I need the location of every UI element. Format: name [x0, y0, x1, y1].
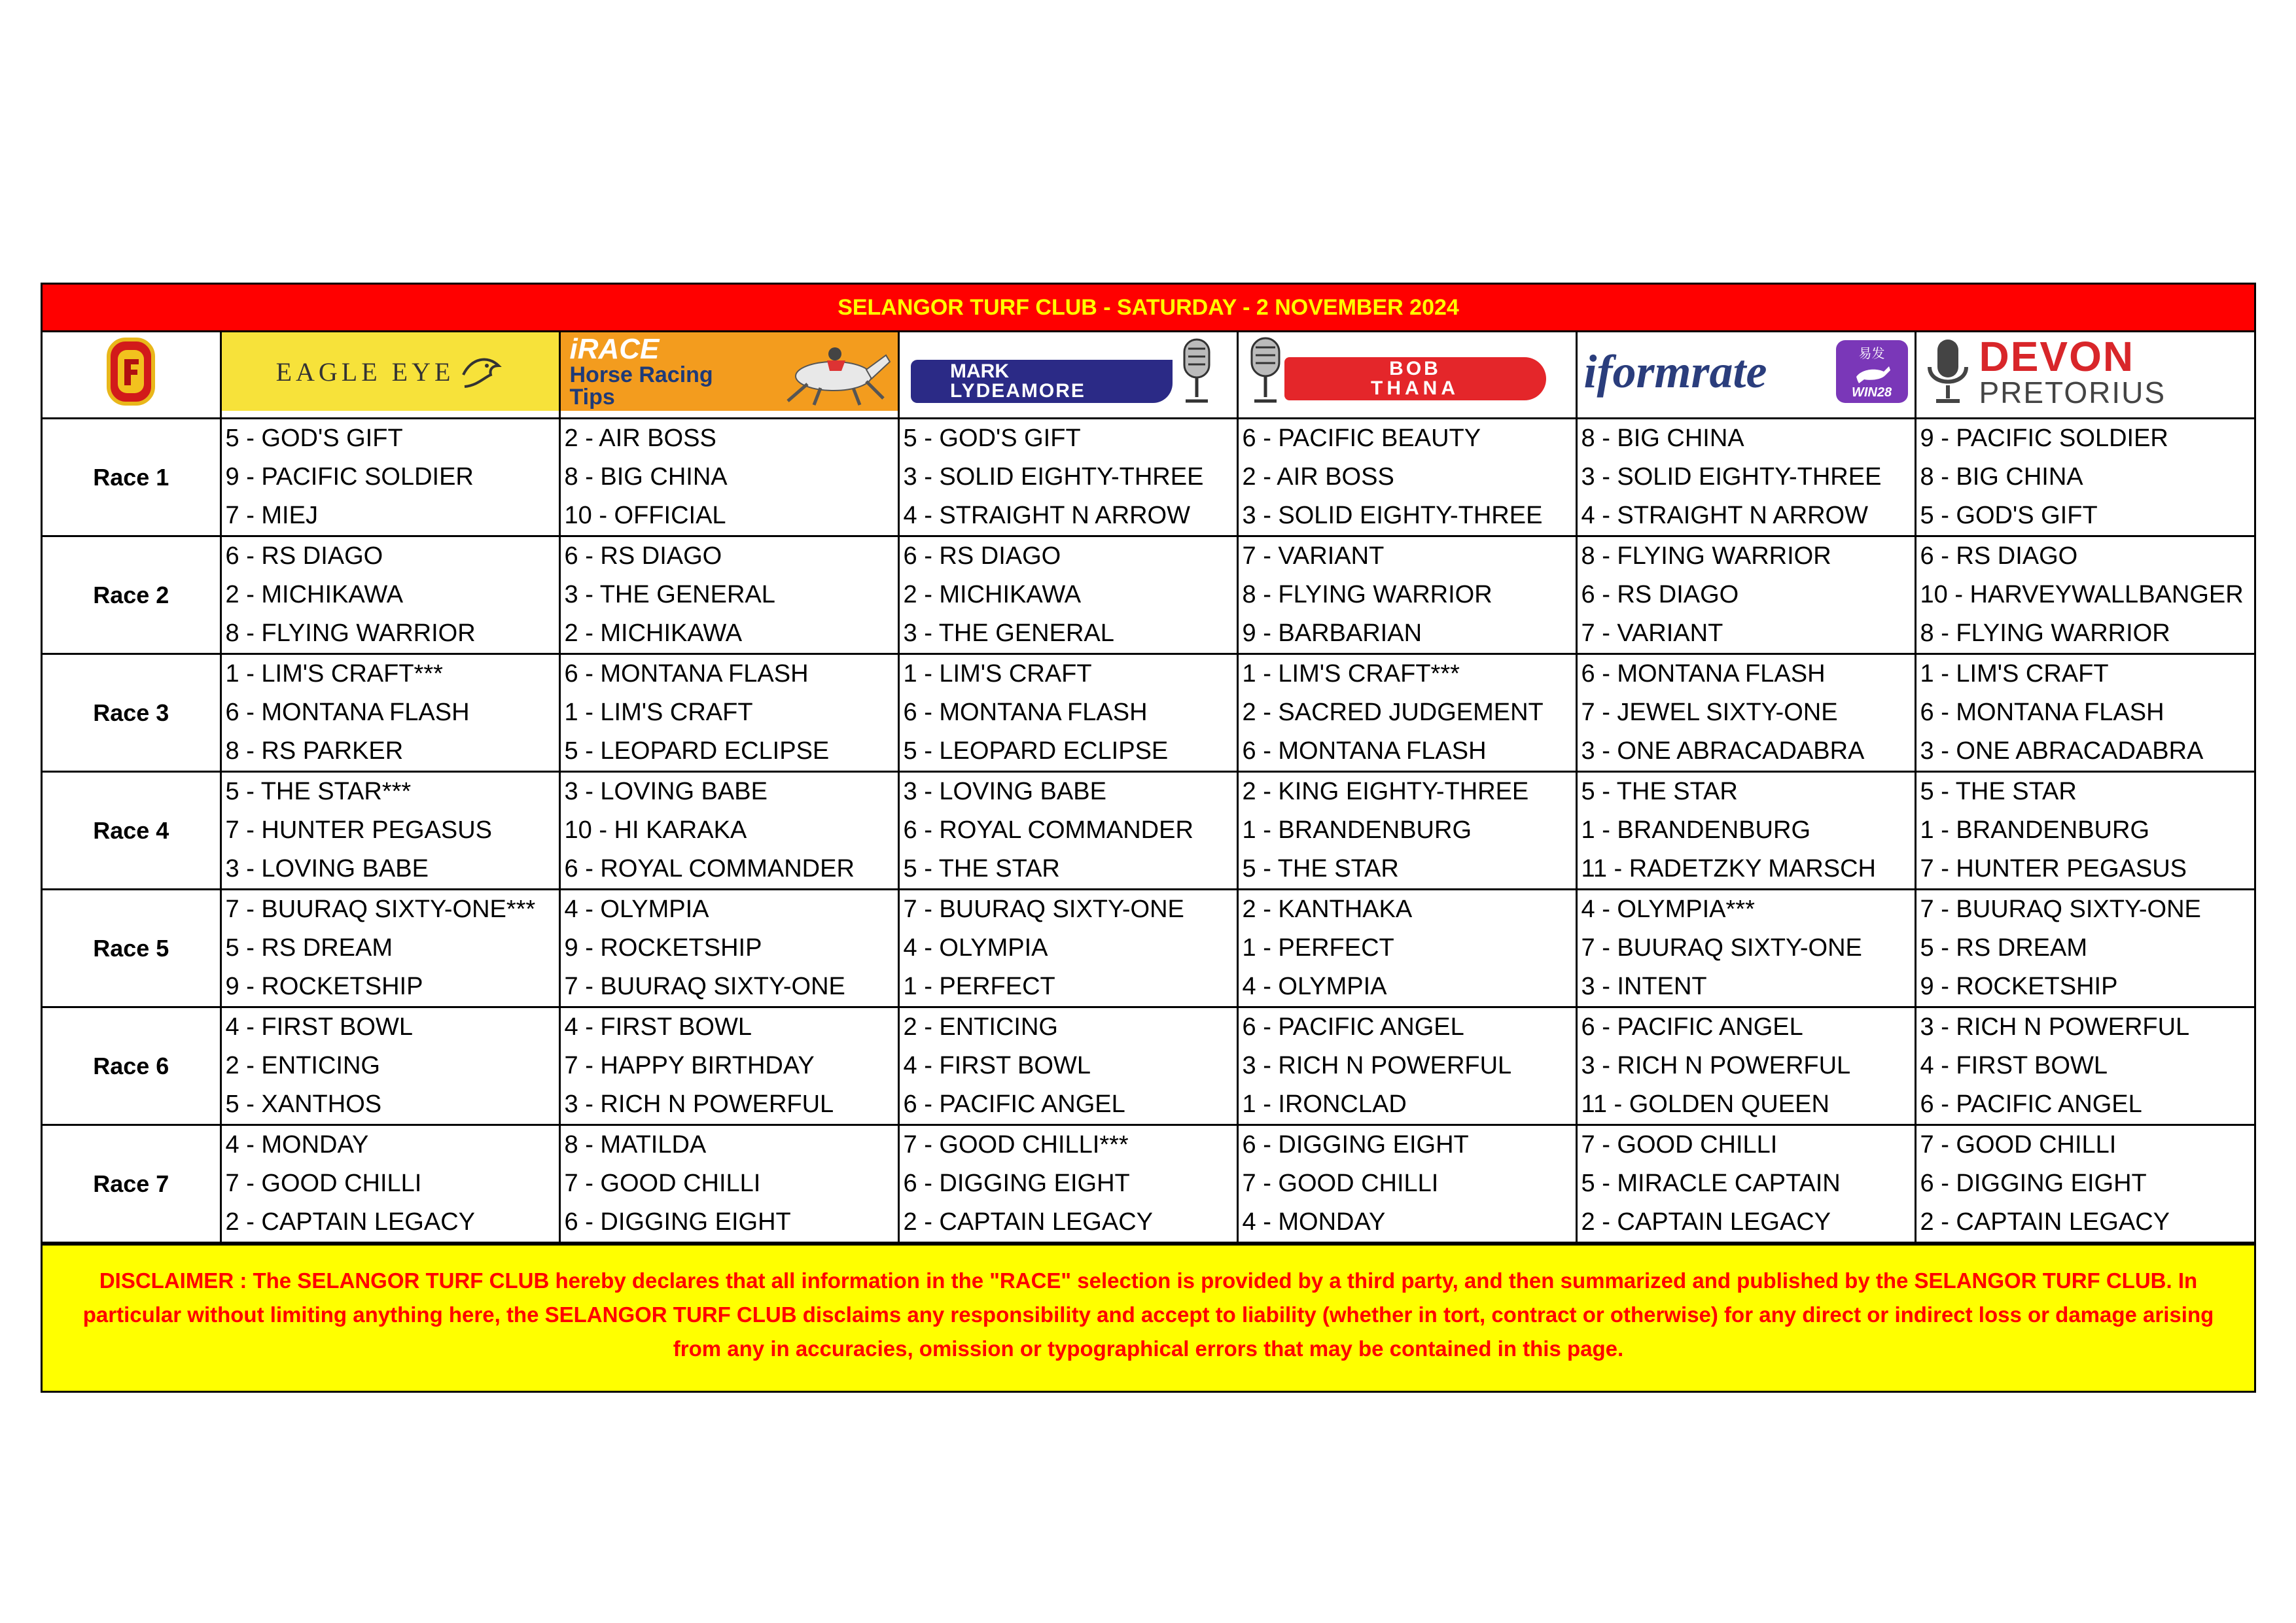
horse-pick: 6 - ROYAL COMMANDER [564, 855, 855, 882]
horse-pick: 9 - PACIFIC SOLDIER [1920, 425, 2168, 452]
horse-pick: 6 - MONTANA FLASH [225, 699, 470, 726]
horse-pick: 5 - THE STAR [1242, 855, 1399, 882]
horse-pick: 4 - STRAIGHT N ARROW [1581, 502, 1868, 529]
tipster-picks-cell [1237, 890, 1576, 1007]
horse-pick: 6 - PACIFIC ANGEL [903, 1091, 1125, 1118]
race-label: Race 6 [43, 1007, 221, 1125]
tipster-picks-cell [1237, 772, 1576, 890]
race-row [43, 419, 2254, 536]
mark-logo-line2: LYDEAMORE [950, 380, 1086, 402]
tipster-picks-cell [1915, 419, 2254, 536]
tipster-picks-cell [559, 890, 898, 1007]
horse-pick: 8 - BIG CHINA [1920, 463, 2083, 491]
race-row [43, 772, 2254, 890]
horse-pick: 3 - RICH N POWERFUL [1920, 1013, 2190, 1041]
tipster-picks-cell [221, 1125, 559, 1243]
horse-pick: 7 - MIEJ [225, 502, 318, 529]
racehorse-icon [1852, 362, 1892, 385]
race-rows [43, 419, 2254, 1243]
tipster-picks-cell [559, 1125, 898, 1243]
tipster-picks-cell [221, 890, 559, 1007]
horse-pick: 4 - OLYMPIA [1242, 973, 1387, 1000]
tipster-picks-cell [898, 419, 1237, 536]
tipster-picks-cell [559, 419, 898, 536]
tipster-picks-cell [221, 536, 559, 654]
race-row [43, 1125, 2254, 1243]
horse-pick: 7 - HUNTER PEGASUS [1920, 855, 2187, 882]
eagle-head-icon [458, 349, 504, 394]
horse-pick: 7 - BUURAQ SIXTY-ONE*** [225, 896, 536, 923]
horse-pick: 7 - GOOD CHILLI [1242, 1170, 1439, 1197]
horse-pick: 6 - DIGGING EIGHT [564, 1208, 791, 1236]
tipster-picks-cell [221, 1007, 559, 1125]
race-selection-sheet [41, 283, 2256, 1393]
horse-pick: 2 - CAPTAIN LEGACY [903, 1208, 1154, 1236]
horse-pick: 7 - GOOD CHILLI*** [903, 1131, 1129, 1159]
horse-pick: 6 - DIGGING EIGHT [1920, 1170, 2147, 1197]
horse-pick: 10 - OFFICIAL [564, 502, 726, 529]
devon-pretorius-logo-cell [1915, 332, 2254, 419]
horse-pick: 7 - GOOD CHILLI [1581, 1131, 1778, 1159]
horse-pick: 11 - GOLDEN QUEEN [1581, 1091, 1829, 1118]
horse-pick: 7 - VARIANT [1242, 542, 1385, 570]
tipster-header-row [43, 332, 2254, 419]
horse-pick: 7 - GOOD CHILLI [225, 1170, 422, 1197]
tipster-picks-cell [1237, 1007, 1576, 1125]
bob-logo-line2: THANA [1371, 377, 1459, 399]
tipster-picks-cell [559, 1007, 898, 1125]
horse-pick: 2 - CAPTAIN LEGACY [225, 1208, 476, 1236]
horse-pick: 1 - PERFECT [903, 973, 1055, 1000]
horse-pick: 2 - KANTHAKA [1242, 896, 1413, 923]
horse-pick: 7 - BUURAQ SIXTY-ONE [1920, 896, 2201, 923]
horse-pick: 1 - IRONCLAD [1242, 1091, 1407, 1118]
race-row [43, 654, 2254, 772]
horse-pick: 9 - ROCKETSHIP [225, 973, 423, 1000]
race-label: Race 5 [43, 890, 221, 1007]
horse-pick: 7 - GOOD CHILLI [564, 1170, 761, 1197]
horse-pick: 8 - FLYING WARRIOR [1920, 620, 2170, 647]
horse-pick: 7 - VARIANT [1581, 620, 1723, 647]
selection-table [43, 332, 2254, 1244]
horse-pick: 2 - MICHIKAWA [903, 581, 1082, 608]
horse-pick: 6 - PACIFIC ANGEL [1920, 1091, 2142, 1118]
horse-pick: 7 - HAPPY BIRTHDAY [564, 1052, 815, 1079]
horse-pick: 8 - MATILDA [564, 1131, 707, 1159]
horse-pick: 3 - SOLID EIGHTY-THREE [903, 463, 1204, 491]
podcast-microphone-icon [1922, 336, 1974, 408]
horse-pick: 2 - ENTICING [903, 1013, 1058, 1041]
tipster-picks-cell [221, 419, 559, 536]
tipster-picks-cell [1576, 890, 1915, 1007]
tipster-picks-cell [1237, 654, 1576, 772]
horse-pick: 6 - MONTANA FLASH [1920, 699, 2164, 726]
selangor-turf-club-emblem-icon [105, 336, 157, 408]
mark-lydeamore-logo-cell [898, 332, 1237, 419]
horse-pick: 8 - FLYING WARRIOR [225, 620, 476, 647]
club-logo-cell [43, 332, 221, 419]
horse-pick: 1 - LIM'S CRAFT*** [225, 660, 443, 688]
horse-pick: 11 - RADETZKY MARSCH [1581, 855, 1876, 882]
horse-pick: 8 - RS PARKER [225, 737, 404, 765]
horse-pick: 6 - PACIFIC BEAUTY [1242, 425, 1481, 452]
race-row [43, 536, 2254, 654]
horse-pick: 7 - JEWEL SIXTY-ONE [1581, 699, 1838, 726]
disclaimer-text: DISCLAIMER : The SELANGOR TURF CLUB hereby declares that all information in the "RACE" selection is provided by a third party, and then summarized and published by the SELANGOR TURF CLUB. In particular without limiting anything here, the SELANGOR TURF CLUB disclaims any responsibility and accept to liability (whether in tort, contract or otherwise) for any direct or indirect loss or damage arising from any in accuracies, omission or typographical errors that may be contained in this page. [43, 1244, 2254, 1391]
horse-pick: 2 - MICHIKAWA [225, 581, 404, 608]
horse-pick: 6 - DIGGING EIGHT [1242, 1131, 1469, 1159]
tipster-picks-cell [1237, 1125, 1576, 1243]
horse-pick: 5 - RS DREAM [225, 934, 393, 962]
tipster-picks-cell [1915, 536, 2254, 654]
horse-pick: 1 - LIM'S CRAFT [903, 660, 1092, 688]
tipster-picks-cell [898, 772, 1237, 890]
horse-pick: 6 - RS DIAGO [1581, 581, 1739, 608]
horse-pick: 6 - MONTANA FLASH [1242, 737, 1487, 765]
tipster-picks-cell [1576, 654, 1915, 772]
horse-pick: 4 - FIRST BOWL [225, 1013, 413, 1041]
horse-pick: 2 - SACRED JUDGEMENT [1242, 699, 1544, 726]
horse-pick: 2 - KING EIGHTY-THREE [1242, 778, 1529, 805]
horse-pick: 4 - MONDAY [1242, 1208, 1386, 1236]
win28-badge-bottom: WIN28 [1851, 385, 1892, 400]
tipster-picks-cell [1915, 1007, 2254, 1125]
tipster-picks-cell [221, 772, 559, 890]
tipster-picks-cell [898, 536, 1237, 654]
page-title: SELANGOR TURF CLUB - SATURDAY - 2 NOVEMBER 2024 [43, 285, 2254, 332]
horse-pick: 8 - BIG CHINA [564, 463, 728, 491]
tipster-picks-cell [559, 536, 898, 654]
horse-pick: 5 - LEOPARD ECLIPSE [564, 737, 830, 765]
tipster-picks-cell [1915, 772, 2254, 890]
horse-pick: 3 - LOVING BABE [564, 778, 768, 805]
bob-logo-line1: BOB [1389, 358, 1441, 379]
tipster-picks-cell [1237, 536, 1576, 654]
horse-pick: 5 - MIRACLE CAPTAIN [1581, 1170, 1841, 1197]
horse-pick: 2 - CAPTAIN LEGACY [1581, 1208, 1831, 1236]
horse-pick: 5 - RS DREAM [1920, 934, 2087, 962]
devon-logo-line2: PRETORIUS [1979, 375, 2166, 410]
horse-pick: 3 - INTENT [1581, 973, 1707, 1000]
horse-pick: 4 - MONDAY [225, 1131, 369, 1159]
irace-logo-cell [559, 332, 898, 419]
horse-pick: 7 - GOOD CHILLI [1920, 1131, 2117, 1159]
horse-pick: 9 - ROCKETSHIP [564, 934, 762, 962]
race-row [43, 890, 2254, 1007]
tipster-picks-cell [1915, 654, 2254, 772]
horse-pick: 7 - BUURAQ SIXTY-ONE [1581, 934, 1862, 962]
tipster-picks-cell [1915, 890, 2254, 1007]
horse-pick: 7 - BUURAQ SIXTY-ONE [564, 973, 845, 1000]
horse-pick: 2 - MICHIKAWA [564, 620, 743, 647]
horse-pick: 5 - THE STAR [903, 855, 1060, 882]
tipster-picks-cell [559, 772, 898, 890]
horse-pick: 5 - THE STAR [1581, 778, 1738, 805]
horse-pick: 5 - GOD'S GIFT [903, 425, 1081, 452]
horse-pick: 4 - OLYMPIA [564, 896, 709, 923]
horse-pick: 5 - LEOPARD ECLIPSE [903, 737, 1169, 765]
horse-pick: 6 - MONTANA FLASH [903, 699, 1148, 726]
race-label: Race 2 [43, 536, 221, 654]
horse-pick: 10 - HARVEYWALLBANGER [1920, 581, 2244, 608]
tipster-picks-cell [1576, 772, 1915, 890]
horse-pick: 3 - RICH N POWERFUL [1581, 1052, 1851, 1079]
tipster-picks-cell [1576, 419, 1915, 536]
horse-pick: 2 - ENTICING [225, 1052, 380, 1079]
tipster-picks-cell [898, 654, 1237, 772]
mark-logo-line1: MARK [950, 360, 1009, 382]
tipster-picks-cell [559, 654, 898, 772]
horse-pick: 9 - BARBARIAN [1242, 620, 1422, 647]
horse-pick: 4 - STRAIGHT N ARROW [903, 502, 1190, 529]
horse-pick: 6 - DIGGING EIGHT [903, 1170, 1130, 1197]
horse-pick: 3 - THE GENERAL [903, 620, 1114, 647]
horse-pick: 2 - CAPTAIN LEGACY [1920, 1208, 2170, 1236]
horse-pick: 3 - RICH N POWERFUL [564, 1091, 834, 1118]
horse-pick: 6 - RS DIAGO [225, 542, 383, 570]
microphone-icon [1166, 336, 1225, 408]
tipster-picks-cell [1915, 1125, 2254, 1243]
horse-pick: 5 - GOD'S GIFT [225, 425, 403, 452]
horse-pick: 6 - MONTANA FLASH [1581, 660, 1826, 688]
horse-pick: 8 - FLYING WARRIOR [1242, 581, 1492, 608]
tipster-picks-cell [1576, 536, 1915, 654]
horse-pick: 4 - FIRST BOWL [903, 1052, 1091, 1079]
horse-pick: 1 - BRANDENBURG [1242, 816, 1472, 844]
horse-pick: 5 - XANTHOS [225, 1091, 382, 1118]
race-label: Race 1 [43, 419, 221, 536]
horse-pick: 1 - LIM'S CRAFT*** [1242, 660, 1460, 688]
horse-pick: 1 - PERFECT [1242, 934, 1394, 962]
horse-pick: 9 - PACIFIC SOLDIER [225, 463, 474, 491]
horse-pick: 7 - BUURAQ SIXTY-ONE [903, 896, 1184, 923]
horse-pick: 3 - RICH N POWERFUL [1242, 1052, 1512, 1079]
tipster-picks-cell [898, 890, 1237, 1007]
horse-pick: 10 - HI KARAKA [564, 816, 747, 844]
horse-pick: 9 - ROCKETSHIP [1920, 973, 2118, 1000]
horse-pick: 3 - LOVING BABE [903, 778, 1106, 805]
horse-pick: 1 - BRANDENBURG [1920, 816, 2149, 844]
horse-pick: 6 - RS DIAGO [903, 542, 1061, 570]
horse-pick: 6 - ROYAL COMMANDER [903, 816, 1193, 844]
horse-pick: 6 - RS DIAGO [1920, 542, 2078, 570]
tipster-picks-cell [1576, 1007, 1915, 1125]
bob-thana-logo-cell [1237, 332, 1576, 419]
horse-pick: 1 - LIM'S CRAFT [564, 699, 753, 726]
horse-pick: 2 - AIR BOSS [564, 425, 716, 452]
horse-pick: 3 - ONE ABRACADABRA [1581, 737, 1865, 765]
irace-logo-subtitle-1: Horse Racing [569, 362, 713, 387]
horse-pick: 3 - SOLID EIGHTY-THREE [1242, 502, 1543, 529]
horse-pick: 3 - LOVING BABE [225, 855, 429, 882]
horse-pick: 4 - OLYMPIA [903, 934, 1048, 962]
win28-badge [1836, 340, 1908, 403]
horse-pick: 8 - FLYING WARRIOR [1581, 542, 1831, 570]
race-label: Race 4 [43, 772, 221, 890]
tipster-picks-cell [898, 1125, 1237, 1243]
race-label: Race 3 [43, 654, 221, 772]
irace-logo-title: iRACE [569, 333, 660, 365]
horse-pick: 3 - ONE ABRACADABRA [1920, 737, 2204, 765]
horse-pick: 5 - THE STAR*** [225, 778, 412, 805]
race-label: Race 7 [43, 1125, 221, 1243]
horse-pick: 8 - BIG CHINA [1581, 425, 1744, 452]
horse-pick: 6 - MONTANA FLASH [564, 660, 809, 688]
win28-badge-top: 易发 [1858, 345, 1885, 361]
horse-pick: 6 - PACIFIC ANGEL [1581, 1013, 1803, 1041]
irace-logo-subtitle-2: Tips [569, 385, 615, 410]
horse-pick: 3 - SOLID EIGHTY-THREE [1581, 463, 1882, 491]
horse-pick: 2 - AIR BOSS [1242, 463, 1394, 491]
horse-pick: 5 - GOD'S GIFT [1920, 502, 2098, 529]
horse-pick: 4 - OLYMPIA*** [1581, 896, 1755, 923]
eagle-eye-logo-cell [221, 332, 559, 419]
horse-pick: 6 - RS DIAGO [564, 542, 722, 570]
tipster-picks-cell [1576, 1125, 1915, 1243]
horse-pick: 4 - FIRST BOWL [1920, 1052, 2108, 1079]
horse-pick: 6 - PACIFIC ANGEL [1242, 1013, 1464, 1041]
devon-logo-line1: DEVON [1979, 333, 2135, 380]
tipster-picks-cell [898, 1007, 1237, 1125]
tipster-picks-cell [221, 654, 559, 772]
racehorse-jockey-icon [762, 336, 892, 408]
horse-pick: 7 - HUNTER PEGASUS [225, 816, 493, 844]
iformrate-logo-text: iformrate [1583, 345, 1767, 398]
horse-pick: 1 - BRANDENBURG [1581, 816, 1810, 844]
horse-pick: 4 - FIRST BOWL [564, 1013, 752, 1041]
eagle-eye-logo-text: EAGLE EYE [275, 357, 455, 387]
iformrate-logo-cell [1576, 332, 1915, 419]
race-row [43, 1007, 2254, 1125]
horse-pick: 3 - THE GENERAL [564, 581, 775, 608]
horse-pick: 5 - THE STAR [1920, 778, 2077, 805]
horse-pick: 1 - LIM'S CRAFT [1920, 660, 2109, 688]
tipster-picks-cell [1237, 419, 1576, 536]
